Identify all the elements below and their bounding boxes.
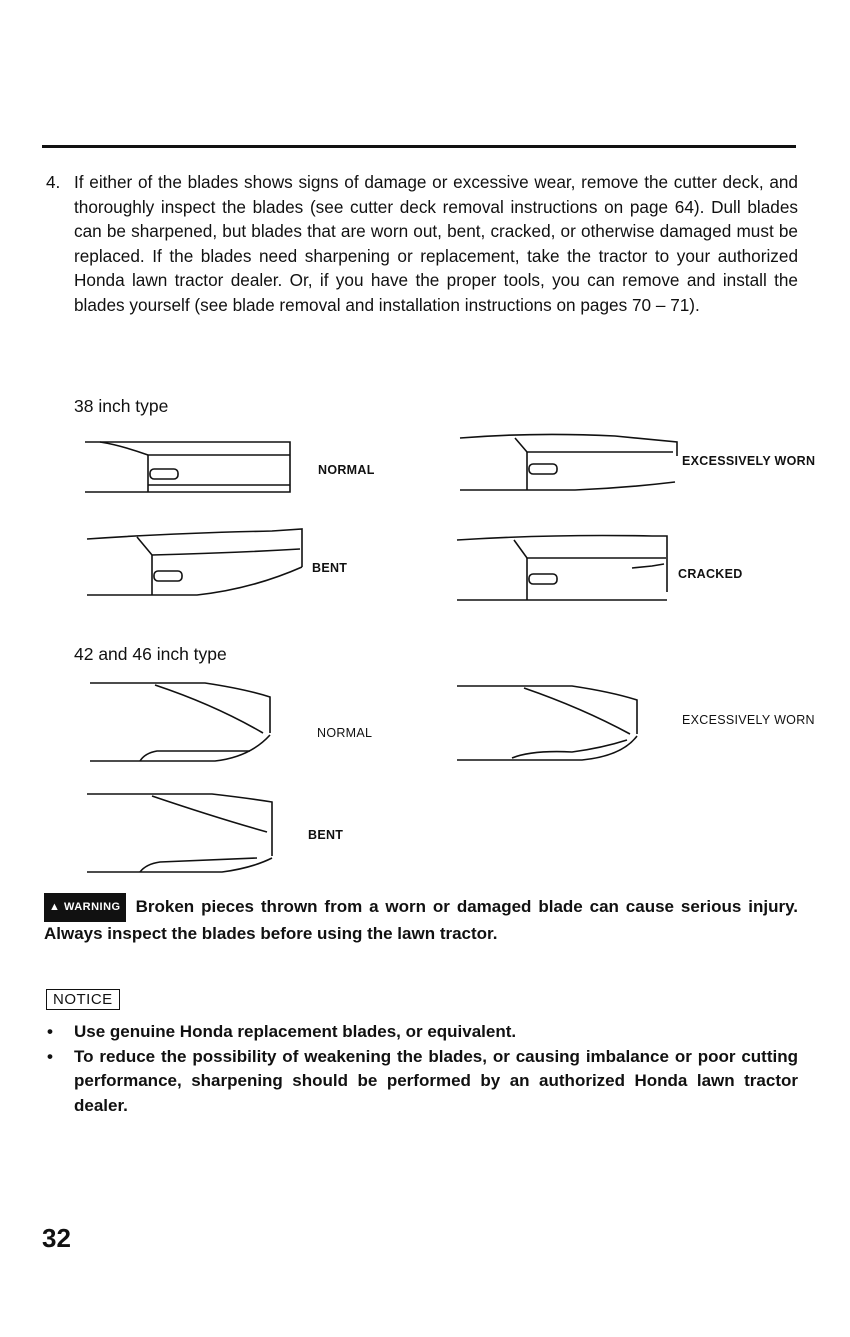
blade-38-cracked-illustration: [452, 530, 677, 605]
blade-38-worn-illustration: [455, 430, 685, 495]
top-rule: [42, 145, 796, 148]
label-38-cracked: CRACKED: [678, 567, 743, 581]
blade-42-bent-illustration: [82, 788, 282, 878]
label-42-normal: NORMAL: [317, 726, 373, 740]
figure-38-heading: 38 inch type: [74, 396, 169, 416]
bullet-icon: •: [47, 1022, 53, 1041]
label-38-bent: BENT: [312, 561, 348, 575]
blade-42-normal-illustration: [85, 675, 280, 765]
list-item: • Use genuine Honda replacement blades, or equivalent.: [44, 1020, 798, 1045]
notice-list: [44, 1020, 798, 1118]
step-number: 4.: [46, 172, 61, 192]
notice-label: NOTICE: [46, 989, 120, 1010]
label-42-worn: EXCESSIVELY WORN: [682, 713, 815, 727]
figure-42-46-heading: 42 and 46 inch type: [74, 644, 227, 664]
blade-38-normal-illustration: [80, 437, 295, 497]
label-42-bent: BENT: [308, 828, 344, 842]
warning-text: Broken pieces thrown from a worn or damaged blade can cause serious injury. Always inspect the blades before using the lawn tractor.: [44, 897, 798, 943]
list-item: • To reduce the possibility of weakening the blades, or causing imbalance or poor cutting performance, sharpening should be performed by an authorized Honda lawn tractor dealer.: [47, 1046, 798, 1115]
step-text: If either of the blades shows signs of damage or excessive wear, remove the cutter deck, and thoroughly inspect the blades (see cutter deck removal instructions on page 64). Dull blades can be sharpened, but blades that are worn out, bent, cracked, or otherwise damaged must be replaced. If the blades need sharpening or replacement, take the tractor to your authorized Honda lawn tractor dealer. Or, if you have the proper tools, you can remove and install the blades yourself (see blade removal and installation instructions on pages 70 – 71).: [74, 172, 798, 315]
blade-42-worn-illustration: [452, 678, 647, 766]
label-38-worn: EXCESSIVELY WORN: [682, 454, 816, 468]
warning-badge: ▲ WARNING: [44, 893, 126, 922]
warning-block: [44, 893, 798, 946]
blade-38-bent-illustration: [82, 527, 307, 602]
bullet-icon: •: [47, 1046, 53, 1066]
page-number: 32: [42, 1223, 71, 1253]
label-38-normal: NORMAL: [318, 463, 375, 477]
step-4: [46, 170, 798, 318]
